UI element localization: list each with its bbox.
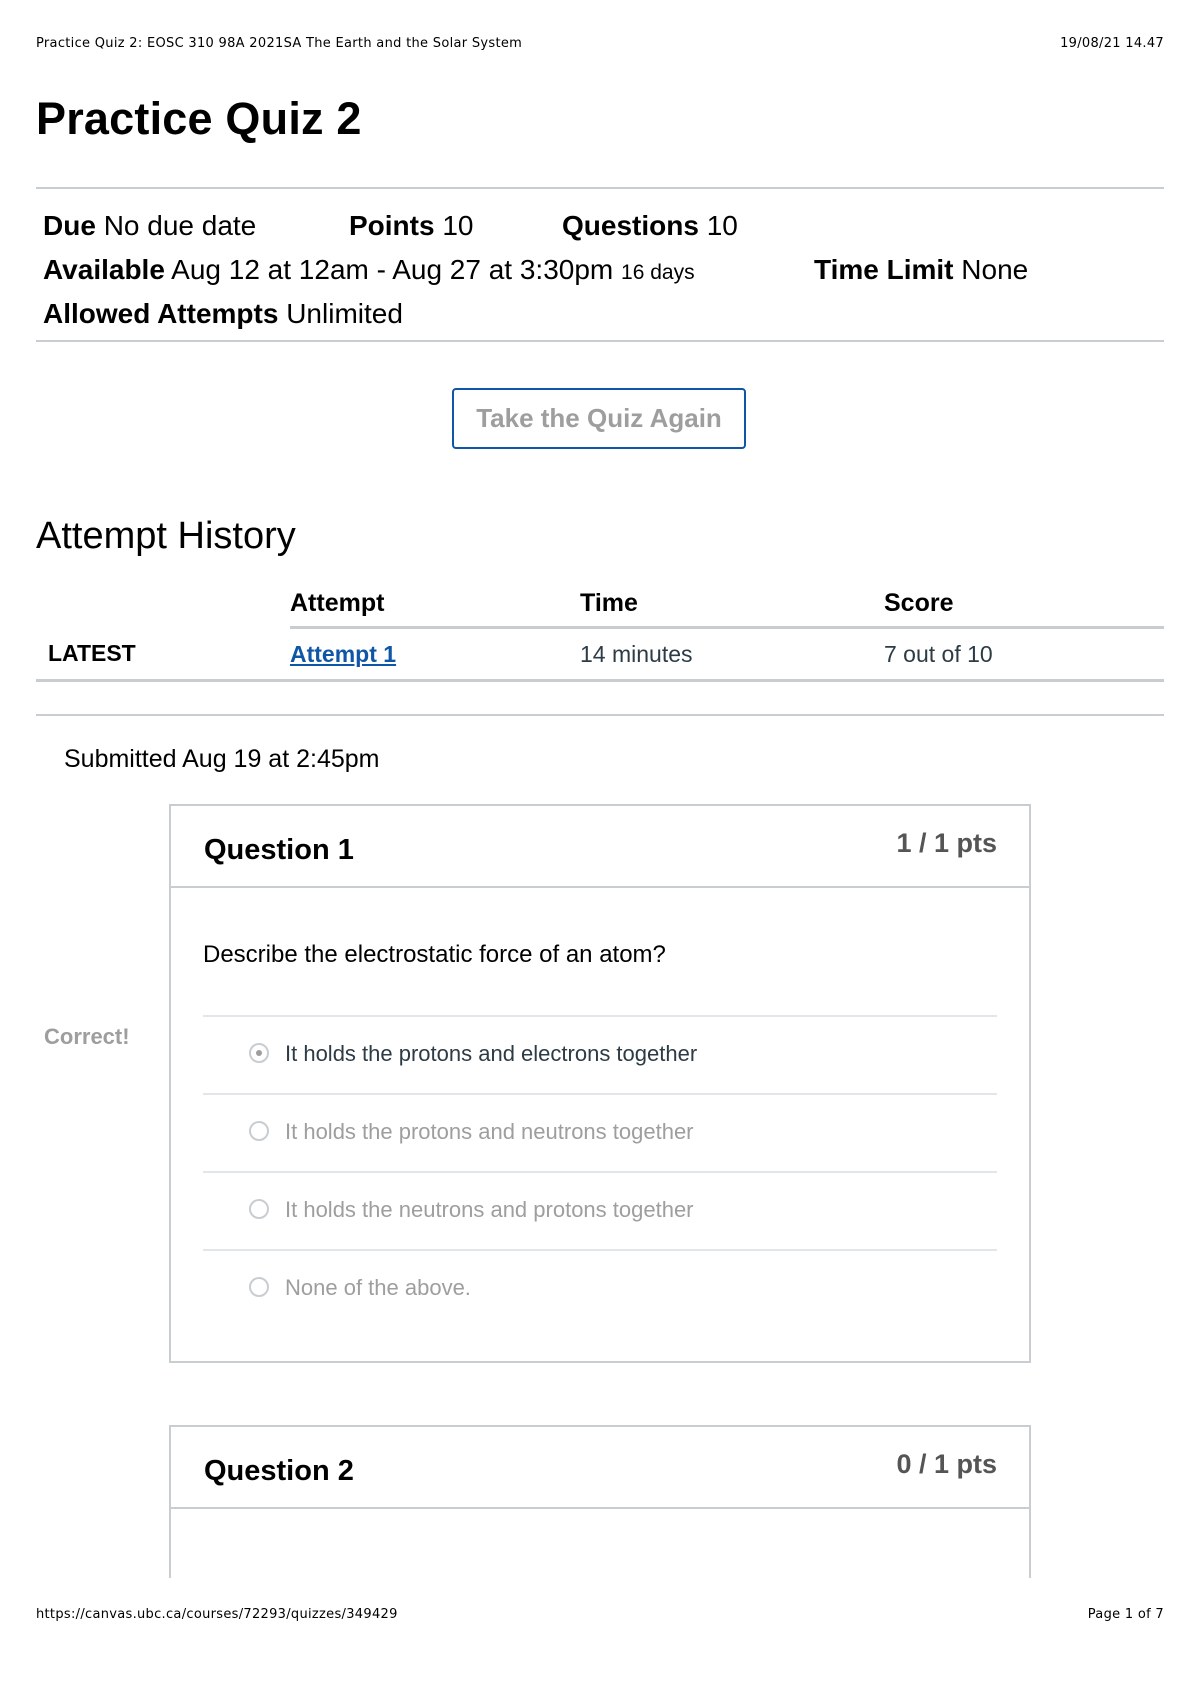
question-1-text: Describe the electrostatic force of an atom? [203,888,997,1017]
details-divider [36,340,1164,342]
attempt-history-title: Attempt History [36,515,296,557]
answer-label: None of the above. [285,1275,471,1300]
print-header [36,36,1164,51]
allowed-attempts-label: Allowed Attempts [43,298,279,329]
attempt-history-header-row [36,586,1164,628]
available-label: Available [43,254,165,285]
question-1-points: 1 / 1 pts [896,828,997,858]
answer-option-3[interactable] [203,1173,997,1251]
radio-icon[interactable] [249,1121,269,1141]
radio-icon[interactable] [249,1277,269,1297]
column-header-score: Score [884,586,1164,628]
question-1-card [169,804,1031,1363]
submitted-text: Submitted Aug 19 at 2:45pm [64,745,380,773]
question-1-title: Question 1 [204,834,354,866]
allowed-attempts-value: Unlimited [286,298,403,329]
attempt-1-link[interactable]: Attempt 1 [290,640,397,667]
answer-label: It holds the protons and electrons together [285,1041,698,1066]
answer-label: It holds the neutrons and protons together [285,1197,694,1222]
due-value: No due date [103,210,257,241]
column-header-attempt: Attempt [290,586,580,628]
latest-tag: LATEST [36,628,290,681]
score-cell: 7 out of 10 [884,628,1164,681]
print-header-datetime: 19/08/21 14.47 [1060,36,1164,51]
question-2-points: 0 / 1 pts [896,1449,997,1479]
print-footer-page: Page 1 of 7 [1087,1607,1164,1622]
attempt-cell [290,628,580,681]
question-2-title: Question 2 [204,1455,354,1487]
questions-value: 10 [706,210,738,241]
points-label: Points [349,210,435,241]
print-header-title: Practice Quiz 2: EOSC 310 98A 2021SA The Earth and the Solar System [36,36,523,51]
print-footer [36,1607,1164,1622]
page-title: Practice Quiz 2 [36,93,362,144]
points-info [349,210,474,242]
time-cell: 14 minutes [580,628,884,681]
available-days: 16 days [621,261,695,284]
points-value: 10 [442,210,474,241]
column-header-tag [36,586,290,628]
time-limit-label: Time Limit [814,254,954,285]
available-info [43,254,695,286]
answer-option-1[interactable] [203,1017,997,1095]
question-2-header [171,1427,1029,1509]
question-1-answers [203,1017,997,1361]
answer-option-4[interactable] [203,1251,997,1361]
answer-option-2[interactable] [203,1095,997,1173]
due-label: Due [43,210,96,241]
radio-icon[interactable] [249,1199,269,1219]
radio-selected-icon[interactable] [249,1043,269,1063]
questions-info [562,210,738,242]
questions-label: Questions [562,210,699,241]
answer-label: It holds the protons and neutrons together [285,1119,694,1144]
available-value: Aug 12 at 12am - Aug 27 at 3:30pm [171,254,614,285]
time-limit-info [814,254,1028,286]
question-1-header [171,806,1029,888]
print-footer-url: https://canvas.ubc.ca/courses/72293/quizzes/349429 [36,1607,398,1622]
attempts-info [43,298,403,330]
attempt-history-table [36,586,1164,682]
question-2-card [169,1425,1031,1578]
correct-label: Correct! [44,1024,130,1049]
table-row [36,628,1164,681]
due-info [43,210,256,242]
question-1-body [171,888,1029,1361]
time-limit-value: None [961,254,1029,285]
take-quiz-again-button[interactable]: Take the Quiz Again [452,388,746,449]
title-divider [36,187,1164,189]
history-divider [36,714,1164,716]
column-header-time: Time [580,586,884,628]
